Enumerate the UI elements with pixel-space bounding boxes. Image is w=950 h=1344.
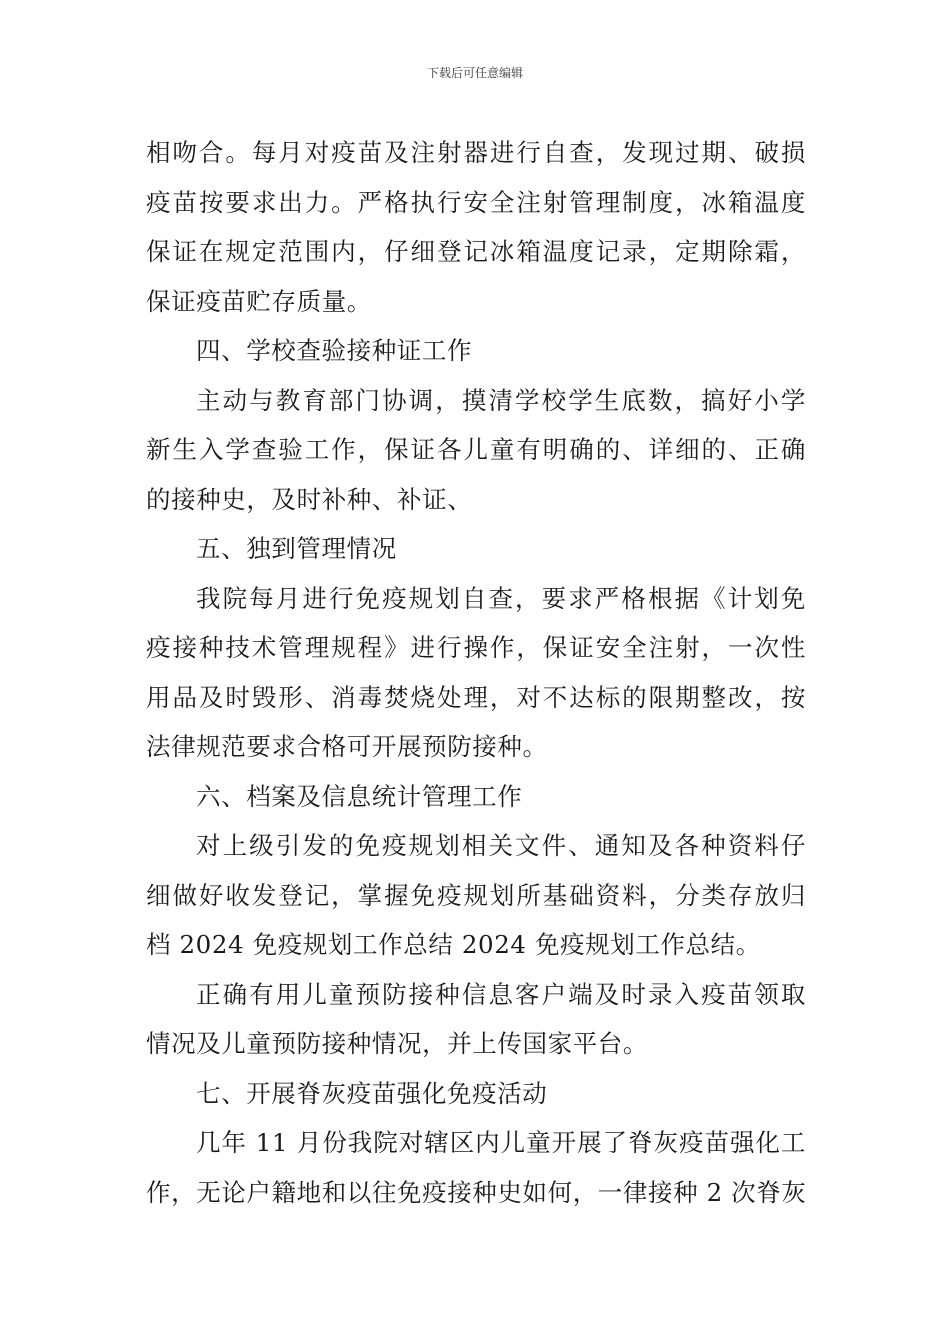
document-body [146,128,806,1217]
text-line: 疫接种技术管理规程》进行操作，保证安全注射，一次性 [146,633,806,662]
text-line: 七、开展脊灰疫苗强化免疫活动 [196,1078,548,1108]
text-line: 主动与教育部门协调，摸清学校学生底数，搞好小学 [196,385,806,415]
text-line: 对上级引发的免疫规划相关文件、通知及各种资料仔 [196,831,806,860]
text-line: 的接种史，及时补种、补证、 [146,484,473,514]
text-line: 情况及儿童预防接种情况，并上传国家平台。 [146,1029,648,1058]
text-line: 几年 11 月份我院对辖区内儿童开展了脊灰疫苗强化工 [196,1128,806,1157]
text-line: 我院每月进行免疫规划自查，要求严格根据《计划免 [196,583,806,613]
text-line: 正确有用儿童预防接种信息客户端及时录入疫苗领取 [196,979,806,1009]
page-header: 下载后可任意编辑 [426,66,523,80]
text-line: 保证在规定范围内，仔细登记冰箱温度记录，定期除霜， [146,237,806,266]
text-line: 保证疫苗贮存质量。 [146,286,372,316]
text-line: 档 2024 免疫规划工作总结 2024 免疫规划工作总结。 [146,930,761,959]
text-line: 疫苗按要求出力。严格执行安全注射管理制度，冰箱温度 [146,187,806,217]
text-line: 法律规范要求合格可开展预防接种。 [146,732,548,761]
text-line: 五、独到管理情况 [196,534,397,563]
text-line: 作，无论户籍地和以往免疫接种史如何，一律接种 2 次脊灰 [146,1177,807,1207]
text-line: 用品及时毁形、消毒焚烧处理，对不达标的限期整改，按 [146,682,806,712]
text-line: 四、学校查验接种证工作 [196,336,473,365]
text-line: 相吻合。每月对疫苗及注射器进行自查，发现过期、破损 [146,138,806,167]
text-line: 新生入学查验工作，保证各儿童有明确的、详细的、正确 [146,435,806,464]
text-line: 六、档案及信息统计管理工作 [196,781,523,811]
text-line: 细做好收发登记，掌握免疫规划所基础资料，分类存放归 [146,880,806,910]
